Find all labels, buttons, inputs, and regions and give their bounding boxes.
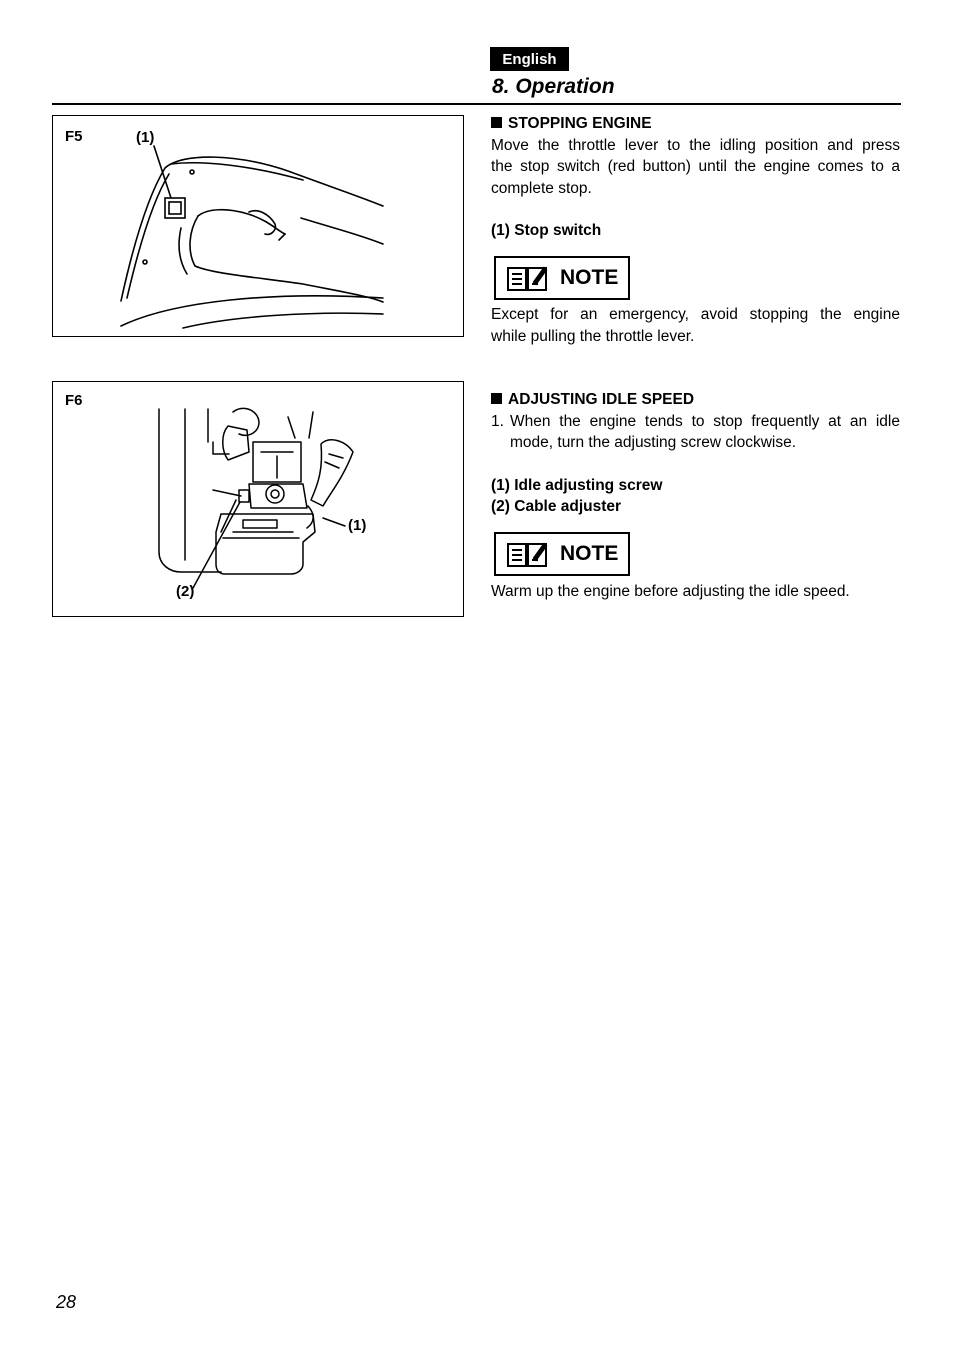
- square-bullet-icon: [491, 393, 502, 404]
- note-label: NOTE: [560, 542, 619, 565]
- figure-f5: [52, 115, 464, 337]
- section-title: 8. Operation: [492, 75, 615, 98]
- idle-speed-heading: ADJUSTING IDLE SPEED: [491, 389, 900, 411]
- note-box: [494, 256, 630, 300]
- stopping-engine-text: Move the throttle lever to the idling position and press the stop switch (red button) until the engine comes to a complete stop.: [491, 136, 900, 197]
- note-box: [494, 532, 630, 576]
- stopping-engine-section: [491, 113, 900, 242]
- figure-label: F5: [65, 128, 83, 145]
- idle-note-text: Warm up the engine before adjusting the idle speed.: [491, 583, 850, 600]
- legend-stop-switch: (1) Stop switch: [491, 222, 602, 239]
- language-badge: English: [490, 47, 569, 71]
- carburetor-illustration: [53, 382, 463, 616]
- callout-2: (2): [176, 583, 195, 600]
- square-bullet-icon: [491, 117, 502, 128]
- legend-cable-adjuster: (2) Cable adjuster: [491, 498, 622, 515]
- handle-illustration: [53, 116, 463, 336]
- stopping-note-text: Except for an emergency, avoid stopping the engine while pulling the throttle lever.: [491, 306, 900, 345]
- legend-idle-screw: (1) Idle adjusting screw: [491, 476, 663, 494]
- callout-1: (1): [136, 129, 155, 146]
- idle-step-1: 1. When the engine tends to stop frequently at an idle mode, turn the adjusting screw clockwise.: [491, 412, 900, 451]
- stopping-engine-heading: STOPPING ENGINE: [491, 113, 900, 135]
- header-divider: [52, 103, 901, 105]
- callout-1: (1): [348, 517, 367, 534]
- figure-f6: [52, 381, 464, 617]
- figure-label: F6: [65, 392, 83, 409]
- idle-speed-section: [491, 389, 900, 518]
- note-label: NOTE: [560, 266, 619, 289]
- page-number: 28: [56, 1292, 77, 1312]
- note-book-icon: [506, 264, 548, 292]
- note-book-icon: [506, 540, 548, 568]
